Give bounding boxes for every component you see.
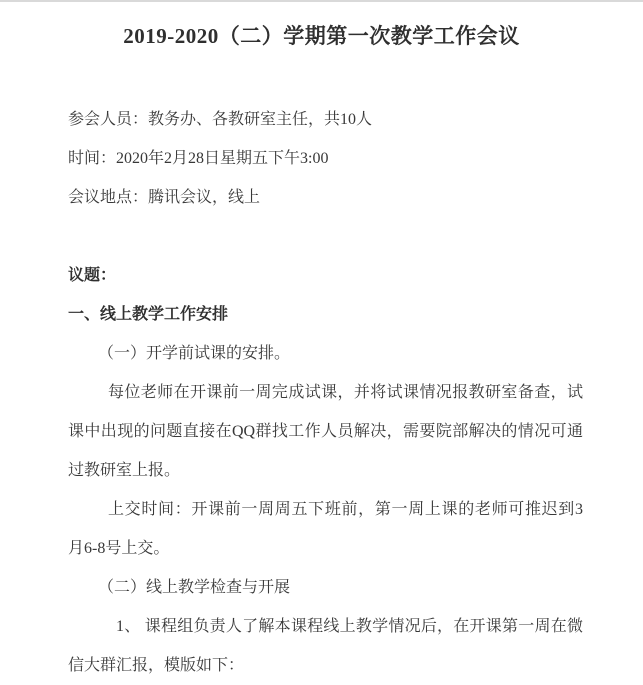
attendees-line: 参会人员：教务办、各教研室主任，共10人 (68, 111, 373, 128)
top-border-line (0, 0, 643, 2)
task-1-line-1: 1、 课程组负责人了解本课程线上教学情况后，在开课第一周在微 (116, 618, 583, 635)
document-body (0, 100, 643, 685)
paragraph-1-line-3: 过教研室上报。 (68, 462, 181, 479)
paragraph-1-line-1: 每位老师在开课前一周完成试课，并将试课情况报教研室备查，试 (108, 384, 583, 401)
meeting-time-line: 时间：2020年2月28日星期五下午3:00 (68, 150, 329, 167)
agenda-heading: 议题： (68, 267, 117, 284)
section-1-heading: 一、线上教学工作安排 (68, 306, 229, 323)
item-1-1-heading: （一）开学前试课的安排。 (98, 345, 291, 362)
meeting-location-line: 会议地点：腾讯会议，线上 (68, 189, 261, 206)
paragraph-1-line-2: 课中出现的问题直接在QQ群找工作人员解决，需要院部解决的情况可通 (68, 423, 583, 440)
submission-time-line-1: 上交时间：开课前一周周五下班前，第一周上课的老师可推迟到3 (108, 501, 583, 518)
item-1-2-heading: （二）线上教学检查与开展 (98, 579, 291, 596)
submission-time-line-2: 月6-8号上交。 (68, 540, 170, 557)
document-title: 2019-2020（二）学期第一次教学工作会议 (123, 24, 520, 48)
task-1-line-2: 信大群汇报，模版如下： (68, 657, 245, 674)
blank-line (68, 217, 583, 256)
